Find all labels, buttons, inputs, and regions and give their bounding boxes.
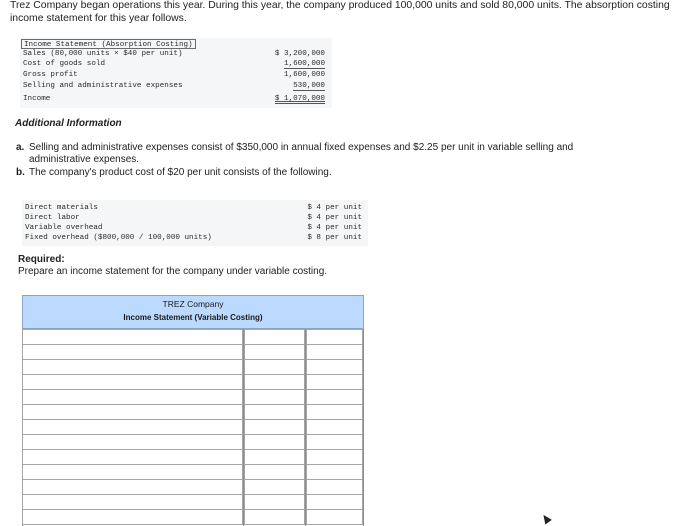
answer-amount-input[interactable] bbox=[245, 465, 304, 479]
cost-row-value: $ 8 per unit bbox=[307, 234, 362, 242]
abs-row-label: Selling and administrative expenses bbox=[23, 82, 183, 90]
answer-amount-input[interactable] bbox=[245, 435, 304, 449]
grid-border bbox=[363, 329, 364, 526]
answer-amount-input[interactable] bbox=[245, 495, 304, 509]
cost-row-value: $ 4 per unit bbox=[307, 214, 362, 222]
item-b-text: The company's product cost of $20 per unit consists of the following. bbox=[29, 167, 332, 178]
answer-total-input[interactable] bbox=[307, 450, 362, 464]
required-text: Prepare an income statement for the company under variable costing. bbox=[18, 266, 328, 277]
abs-row-value: 1,600,000 bbox=[283, 71, 325, 79]
answer-total-input[interactable] bbox=[307, 330, 362, 344]
abs-row-label: Sales (80,000 units × $40 per unit) bbox=[23, 50, 183, 58]
answer-total-input[interactable] bbox=[307, 510, 362, 524]
answer-label-input[interactable] bbox=[23, 480, 242, 494]
grid-column-divider bbox=[243, 329, 244, 526]
item-a-text: Selling and administrative expenses consist of $350,000 in annual fixed expenses and $2.25 per unit in variable selling and bbox=[29, 142, 574, 153]
answer-label-input[interactable] bbox=[23, 345, 242, 359]
answer-total-input[interactable] bbox=[307, 405, 362, 419]
answer-statement-title: Income Statement (Variable Costing) bbox=[123, 313, 263, 322]
answer-label-input[interactable] bbox=[23, 510, 242, 524]
answer-total-input[interactable] bbox=[307, 420, 362, 434]
cost-row-label: Variable overhead bbox=[25, 224, 103, 232]
answer-label-input[interactable] bbox=[23, 405, 242, 419]
answer-label-input[interactable] bbox=[23, 465, 242, 479]
additional-info-heading: Additional Information bbox=[15, 118, 122, 129]
answer-amount-input[interactable] bbox=[245, 420, 304, 434]
answer-total-input[interactable] bbox=[307, 465, 362, 479]
answer-table-grid bbox=[22, 329, 364, 526]
answer-company-name: TREZ Company bbox=[162, 299, 224, 309]
cost-row-value: $ 4 per unit bbox=[307, 224, 362, 232]
abs-row-value: $ 3,200,000 bbox=[274, 50, 325, 58]
item-a-text-cont: administrative expenses. bbox=[29, 154, 140, 165]
answer-label-input[interactable] bbox=[23, 360, 242, 374]
answer-label-input[interactable] bbox=[23, 450, 242, 464]
answer-label-input[interactable] bbox=[23, 435, 242, 449]
answer-label-input[interactable] bbox=[23, 330, 242, 344]
answer-label-input[interactable] bbox=[23, 495, 242, 509]
answer-amount-input[interactable] bbox=[245, 510, 304, 524]
problem-intro: Trez Company began operations this year. During this year, the company produced 100,000 units and sold 80,000 units. The absorption costing income statement for this year follows. bbox=[10, 0, 670, 24]
abs-row-value: 1,600,000 bbox=[283, 60, 325, 68]
answer-total-input[interactable] bbox=[307, 360, 362, 374]
answer-amount-input[interactable] bbox=[245, 330, 304, 344]
abs-row-value: 530,000 bbox=[293, 82, 325, 90]
answer-amount-input[interactable] bbox=[245, 450, 304, 464]
item-b-prefix: b. bbox=[16, 167, 25, 178]
cost-row-label: Direct labor bbox=[25, 214, 80, 222]
answer-amount-input[interactable] bbox=[245, 375, 304, 389]
abs-row-label: Gross profit bbox=[23, 71, 78, 79]
abs-row-value: $ 1,070,000 bbox=[274, 95, 325, 103]
answer-table-header bbox=[22, 295, 364, 329]
answer-total-input[interactable] bbox=[307, 495, 362, 509]
answer-amount-input[interactable] bbox=[245, 480, 304, 494]
answer-total-input[interactable] bbox=[307, 375, 362, 389]
answer-label-input[interactable] bbox=[23, 390, 242, 404]
absorption-header: Income Statement (Absorption Costing) bbox=[21, 39, 196, 49]
cost-row-value: $ 4 per unit bbox=[307, 204, 362, 212]
answer-amount-input[interactable] bbox=[245, 345, 304, 359]
answer-amount-input[interactable] bbox=[245, 390, 304, 404]
grid-column-divider bbox=[305, 329, 306, 526]
answer-total-input[interactable] bbox=[307, 345, 362, 359]
cost-row-label: Direct materials bbox=[25, 204, 98, 212]
answer-total-input[interactable] bbox=[307, 435, 362, 449]
answer-label-input[interactable] bbox=[23, 420, 242, 434]
absorption-income-statement bbox=[20, 38, 332, 108]
abs-row-label: Cost of goods sold bbox=[23, 60, 106, 68]
abs-row-label: Income bbox=[23, 95, 51, 103]
answer-amount-input[interactable] bbox=[245, 360, 304, 374]
product-cost-breakdown bbox=[22, 200, 368, 246]
item-a-prefix: a. bbox=[16, 142, 25, 153]
answer-total-input[interactable] bbox=[307, 480, 362, 494]
required-heading: Required: bbox=[18, 254, 65, 265]
answer-amount-input[interactable] bbox=[245, 405, 304, 419]
mouse-cursor-icon bbox=[540, 513, 552, 525]
answer-label-input[interactable] bbox=[23, 375, 242, 389]
answer-total-input[interactable] bbox=[307, 390, 362, 404]
cost-row-label: Fixed overhead ($800,000 / 100,000 units) bbox=[25, 234, 212, 242]
